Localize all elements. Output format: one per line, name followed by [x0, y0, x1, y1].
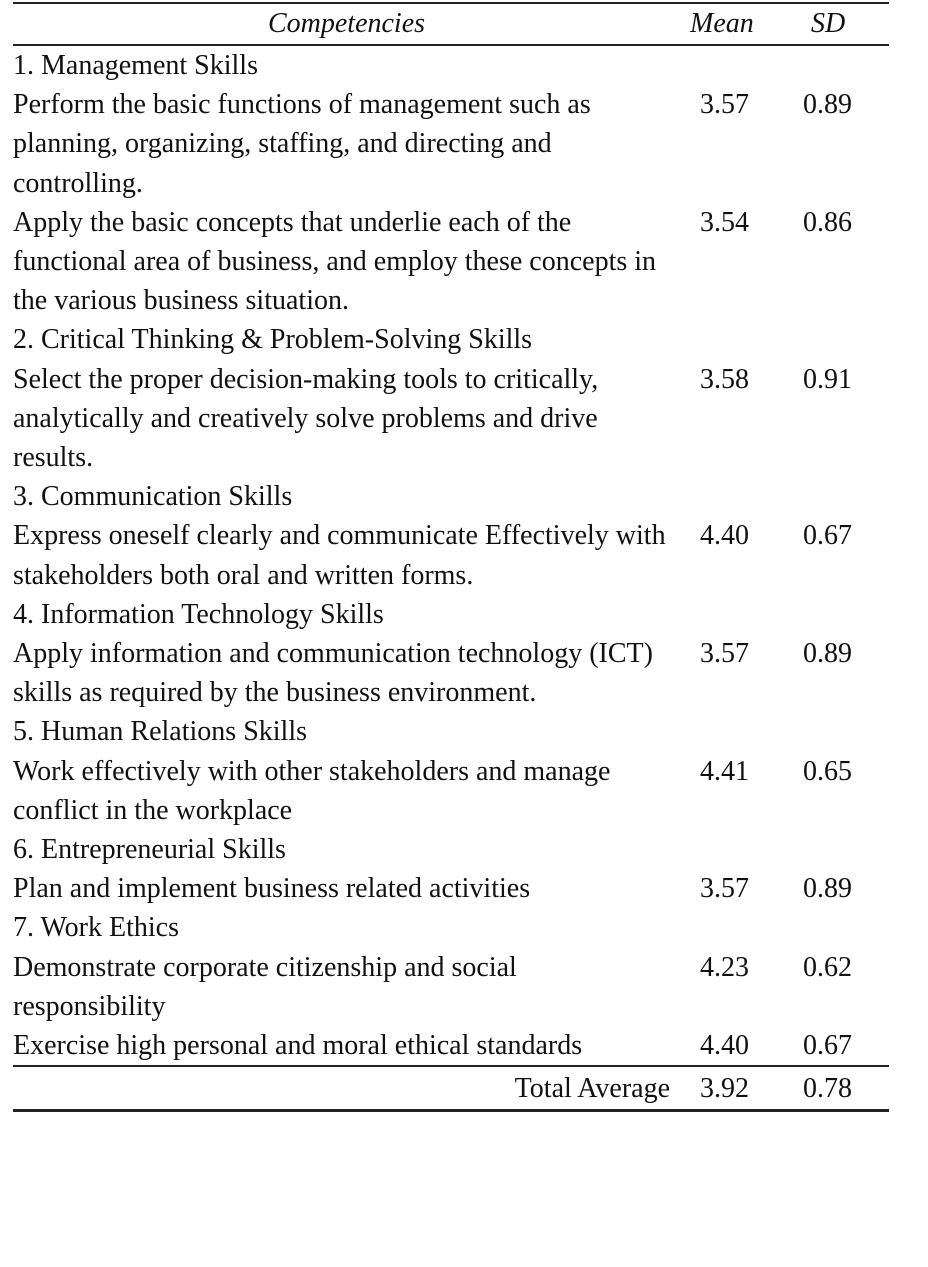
sd-value: 0.67: [803, 1030, 852, 1062]
table-row: [13, 360, 889, 478]
section-row: [13, 320, 889, 359]
sd-value: 0.91: [803, 363, 852, 395]
table-row: [13, 516, 889, 594]
table-row: [13, 203, 889, 321]
table-row: [13, 634, 889, 712]
empty-cell: [690, 320, 797, 359]
sd-value: 0.86: [803, 206, 852, 238]
empty-cell: [797, 45, 889, 85]
empty-cell: [797, 830, 889, 869]
sd-value: 0.89: [803, 638, 852, 670]
empty-cell: [797, 477, 889, 516]
empty-cell: [690, 477, 797, 516]
empty-cell: [797, 320, 889, 359]
header-mean: Mean: [690, 8, 754, 40]
section-title: 2. Critical Thinking & Problem-Solving Skills: [13, 324, 533, 356]
competencies-table: [13, 2, 889, 1112]
section-row: [13, 45, 889, 85]
competency-description: Demonstrate corporate citizenship and social responsibility: [13, 951, 517, 1022]
sd-value: 0.89: [803, 873, 852, 905]
section-row: [13, 830, 889, 869]
competency-description: Apply information and communication technology (ICT) skills as required by the business environment.: [13, 638, 653, 709]
section-row: [13, 477, 889, 516]
empty-cell: [690, 908, 797, 947]
competencies-table-container: [13, 2, 889, 1112]
empty-cell: [690, 712, 797, 751]
empty-cell: [690, 595, 797, 634]
competency-description: Apply the basic concepts that underlie each of the functional area of business, and employ these concepts in the various business situation.: [13, 206, 657, 317]
section-title: 4. Information Technology Skills: [13, 598, 384, 630]
header-competencies: Competencies: [267, 8, 426, 40]
mean-value: 3.57: [700, 89, 749, 121]
mean-value: 3.58: [700, 363, 749, 395]
section-row: [13, 908, 889, 947]
competency-description: Select the proper decision-making tools to critically, analytically and creatively solve problems and drive results.: [13, 363, 599, 474]
mean-value: 4.41: [700, 755, 749, 787]
sd-value: 0.89: [803, 89, 852, 121]
competency-description: Exercise high personal and moral ethical standards: [13, 1030, 583, 1062]
section-title: 7. Work Ethics: [13, 912, 179, 944]
total-sd: 0.78: [803, 1072, 852, 1104]
header-row: [13, 3, 889, 45]
mean-value: 3.54: [700, 206, 749, 238]
sd-value: 0.67: [803, 520, 852, 552]
mean-value: 3.57: [700, 638, 749, 670]
competency-description: Plan and implement business related activities: [13, 873, 531, 905]
total-row: [13, 1066, 889, 1111]
mean-value: 3.57: [700, 873, 749, 905]
table-row: [13, 1026, 889, 1066]
empty-cell: [690, 45, 797, 85]
mean-value: 4.23: [700, 951, 749, 983]
competency-description: Express oneself clearly and communicate Effectively with stakeholders both oral and written forms.: [13, 520, 666, 591]
table-row: [13, 752, 889, 830]
section-title: 3. Communication Skills: [13, 481, 293, 513]
table-body: [13, 45, 889, 1066]
sd-value: 0.62: [803, 951, 852, 983]
section-row: [13, 595, 889, 634]
empty-cell: [797, 712, 889, 751]
section-row: [13, 712, 889, 751]
sd-value: 0.65: [803, 755, 852, 787]
table-row: [13, 948, 889, 1026]
mean-value: 4.40: [700, 520, 749, 552]
table-row: [13, 85, 889, 203]
mean-value: 4.40: [700, 1030, 749, 1062]
section-title: 1. Management Skills: [13, 50, 258, 81]
empty-cell: [797, 595, 889, 634]
empty-cell: [690, 830, 797, 869]
section-title: 5. Human Relations Skills: [13, 716, 307, 748]
competency-description: Perform the basic functions of management such as planning, organizing, staffing, and directing and controlling.: [13, 89, 591, 199]
empty-cell: [797, 908, 889, 947]
competency-description: Work effectively with other stakeholders and manage conflict in the workplace: [13, 755, 611, 826]
section-title: 6. Entrepreneurial Skills: [13, 834, 286, 866]
total-mean: 3.92: [700, 1072, 749, 1104]
table-row: [13, 869, 889, 908]
total-label: Total Average: [514, 1072, 670, 1104]
header-sd: SD: [811, 8, 846, 40]
